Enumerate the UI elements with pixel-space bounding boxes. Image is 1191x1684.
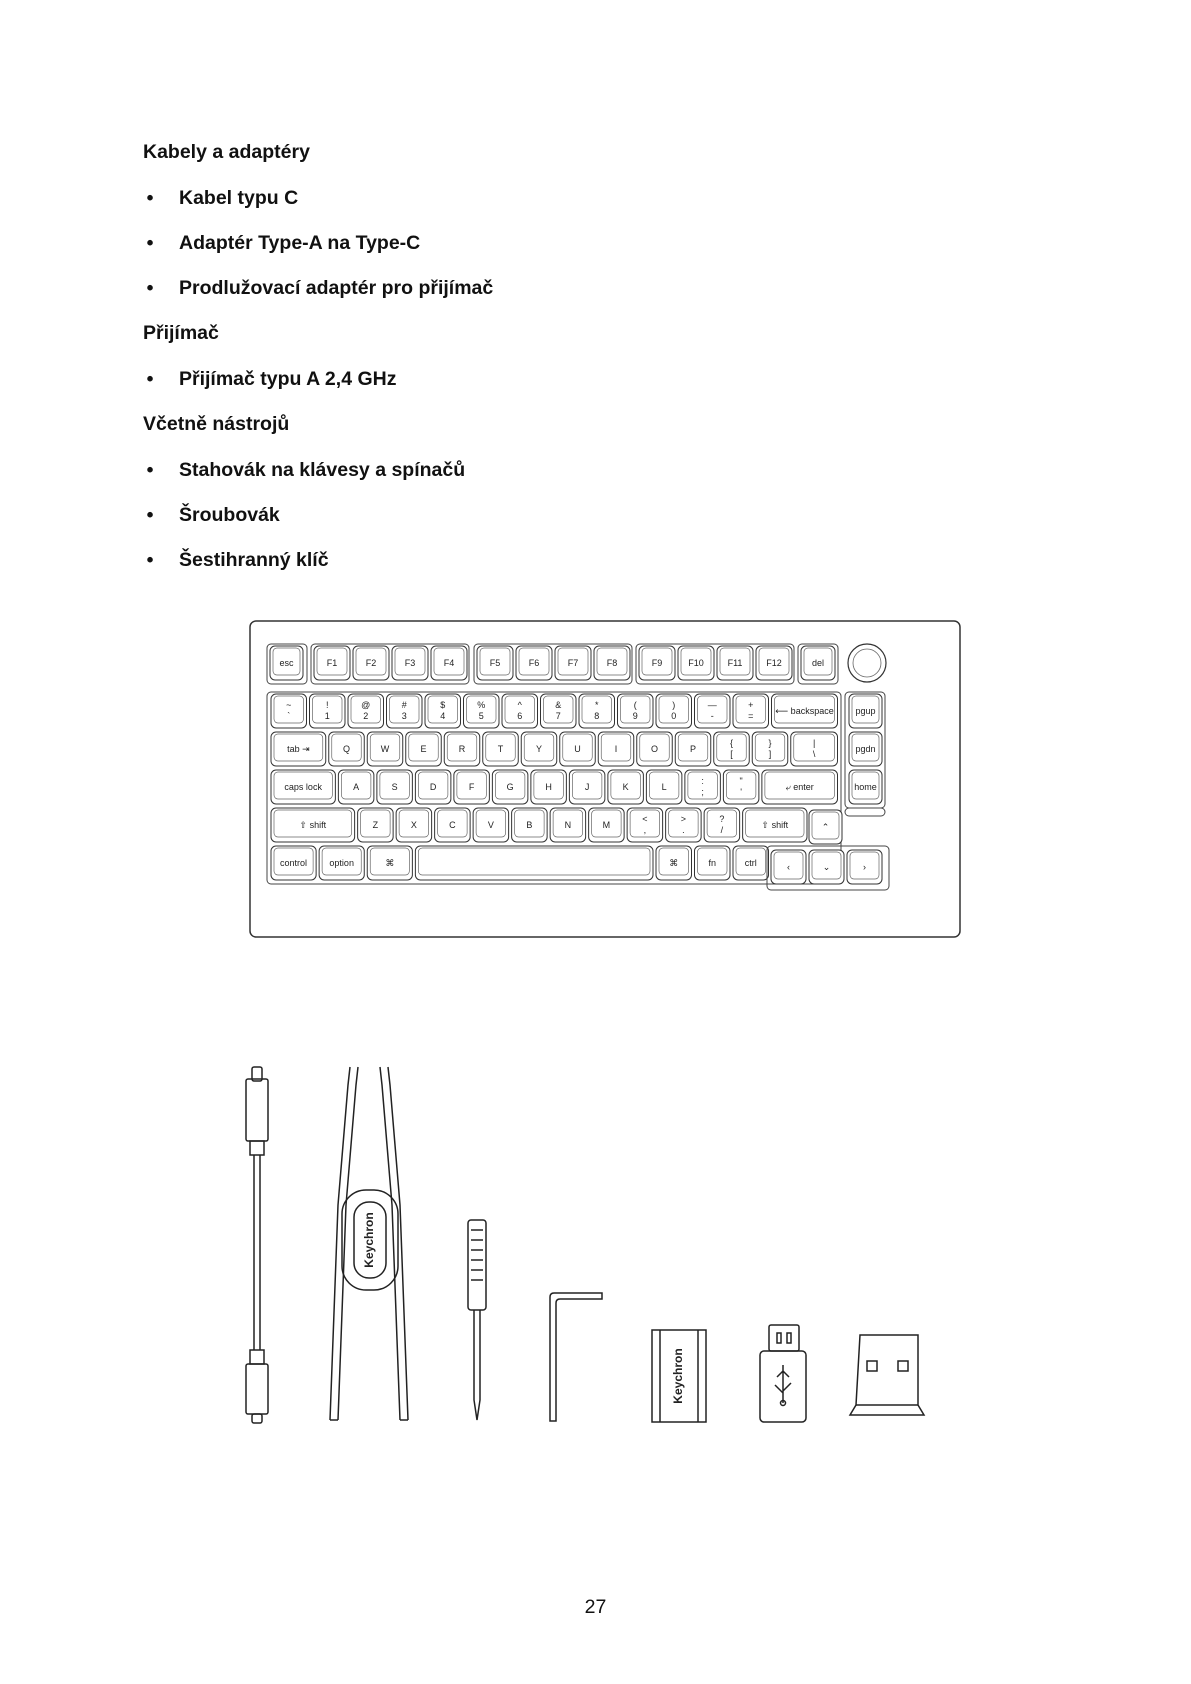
symbol-key — [685, 770, 721, 804]
key-label-top: } — [768, 738, 772, 748]
key-label: C — [449, 820, 456, 830]
key-label: › — [863, 862, 866, 872]
key-label-bottom: 5 — [478, 711, 484, 721]
adapter-brand-label: Keychron — [671, 1348, 686, 1404]
function-key — [717, 646, 753, 680]
key-label-top: " — [739, 776, 743, 786]
number-key — [695, 694, 731, 728]
function-key — [477, 646, 513, 680]
number-key — [618, 694, 654, 728]
key-label: pgup — [855, 706, 876, 716]
key-label-bottom: / — [720, 825, 724, 835]
key-label: B — [526, 820, 533, 830]
key-label: F4 — [443, 658, 455, 668]
key-label: Q — [342, 744, 351, 754]
fn-key — [695, 846, 731, 880]
key-label-bottom: ` — [287, 711, 291, 721]
letter-key — [329, 732, 365, 766]
key-label-top: & — [555, 700, 562, 710]
usb-c-cable-icon — [246, 1067, 268, 1423]
key-label: ⌘ — [669, 858, 679, 868]
key-label: P — [689, 744, 697, 754]
list-item: • Přijímač typu A 2,4 GHz — [146, 368, 397, 390]
number-key — [502, 694, 538, 728]
key-label: ⟵ backspace — [775, 706, 834, 716]
list-item: • Šroubovák — [146, 504, 280, 526]
key-label-top: ^ — [517, 700, 522, 710]
key-label: pgdn — [855, 744, 876, 754]
key-label-bottom: 4 — [440, 711, 446, 721]
key-label-top: * — [594, 700, 599, 710]
key-label: S — [391, 782, 398, 792]
keyboard-illustration — [249, 620, 961, 938]
key-label: F7 — [567, 658, 579, 668]
key-label: F3 — [404, 658, 416, 668]
list-item: • Prodlužovací adaptér pro přijímač — [146, 277, 494, 299]
function-key — [555, 646, 591, 680]
backspace-key — [772, 694, 838, 728]
function-key — [314, 646, 350, 680]
function-key — [431, 646, 467, 680]
letter-key — [637, 732, 673, 766]
key-label-top: % — [477, 700, 486, 710]
letter-key — [492, 770, 528, 804]
arrow-right-key — [847, 850, 882, 884]
key-label: F — [468, 782, 475, 792]
key-label: U — [574, 744, 581, 754]
key-label: J — [584, 782, 590, 792]
key-label: fn — [708, 858, 717, 868]
key-label-top: { — [729, 738, 734, 748]
key-label-bottom: ' — [740, 787, 742, 797]
letter-key — [367, 732, 403, 766]
key-label: ⌃ — [821, 822, 830, 832]
key-label: control — [280, 858, 308, 868]
key-label-bottom: [ — [730, 749, 733, 759]
key-label-bottom: , — [643, 825, 647, 835]
command-key — [656, 846, 692, 880]
key-label-bottom: 2 — [363, 711, 369, 721]
key-label: ⌘ — [385, 858, 395, 868]
key-label: ⇧ shift — [761, 820, 789, 830]
key-label: ⇧ shift — [299, 820, 327, 830]
key-label-bottom: 9 — [632, 711, 638, 721]
key-label: ‹ — [787, 862, 790, 872]
spacebar-key — [415, 846, 653, 880]
key-label-top: $ — [440, 700, 446, 710]
key-label: esc — [279, 658, 294, 668]
caps-lock-key — [271, 770, 335, 804]
left-shift-key — [271, 808, 355, 842]
arrow-left-key — [771, 850, 806, 884]
letter-key — [646, 770, 682, 804]
key-label-top: > — [680, 814, 687, 824]
letter-key — [560, 732, 596, 766]
key-label-bottom: ; — [701, 787, 704, 797]
symbol-key — [723, 770, 759, 804]
list-item: • Kabel typu C — [146, 187, 299, 209]
function-key — [678, 646, 714, 680]
key-label: D — [429, 782, 437, 792]
key-label-bottom: . — [682, 825, 685, 835]
key-label: F6 — [528, 658, 540, 668]
heading-cables: Kabely a adaptéry — [143, 141, 310, 163]
key-label-top: < — [642, 814, 648, 824]
key-label-bottom: 3 — [401, 711, 407, 721]
number-key — [541, 694, 577, 728]
key-label-top: | — [812, 738, 816, 748]
key-label: I — [614, 744, 618, 754]
letter-key — [598, 732, 634, 766]
letter-key — [444, 732, 480, 766]
key-label: X — [410, 820, 417, 830]
key-label-top: @ — [361, 700, 371, 710]
number-key — [310, 694, 346, 728]
letter-key — [608, 770, 644, 804]
number-key — [464, 694, 500, 728]
key-label: caps lock — [284, 782, 322, 792]
list-item: • Adaptér Type-A na Type-C — [146, 232, 421, 254]
function-key — [353, 646, 389, 680]
key-label-top: ! — [325, 700, 329, 710]
key-label: F11 — [727, 658, 743, 668]
pgup-key — [849, 694, 882, 728]
puller-brand-label: Keychron — [362, 1212, 377, 1268]
key-label: W — [380, 744, 390, 754]
home-key — [849, 770, 882, 804]
letter-key — [550, 808, 586, 842]
key-label: ⤶ enter — [785, 782, 814, 792]
key-label-bottom: = — [748, 711, 754, 721]
number-key — [425, 694, 461, 728]
key-label: E — [420, 744, 427, 754]
ctrl-key — [733, 846, 769, 880]
key-label: F2 — [365, 658, 377, 668]
key-label: F12 — [766, 658, 782, 668]
command-key — [367, 846, 412, 880]
key-label: T — [497, 744, 504, 754]
key-label: H — [545, 782, 552, 792]
key-label-bottom: 6 — [517, 711, 523, 721]
key-label-bottom: \ — [812, 749, 816, 759]
key-label: home — [854, 782, 877, 792]
key-label-top: + — [748, 700, 754, 710]
number-key — [579, 694, 615, 728]
hex-key-icon — [550, 1293, 602, 1421]
key-label: M — [602, 820, 611, 830]
letter-key — [396, 808, 432, 842]
key-label-top: ? — [719, 814, 725, 824]
key-label: F8 — [606, 658, 618, 668]
key-label: L — [661, 782, 667, 792]
key-label-top: ( — [633, 700, 637, 710]
document-body — [143, 138, 1043, 591]
page-number: 27 — [584, 1596, 607, 1618]
key-label: O — [650, 744, 659, 754]
letter-key — [454, 770, 490, 804]
symbol-key — [714, 732, 750, 766]
key-label: R — [458, 744, 466, 754]
letter-key — [358, 808, 394, 842]
arrow-down-key — [809, 850, 844, 884]
esc-key — [270, 646, 303, 680]
symbol-key — [627, 808, 663, 842]
key-label: ctrl — [744, 858, 757, 868]
key-label: ⌄ — [822, 862, 831, 872]
symbol-key — [752, 732, 788, 766]
rotary-knob — [848, 644, 886, 682]
key-label-top: : — [701, 776, 704, 786]
key-label-bottom: 7 — [555, 711, 561, 721]
letter-key — [338, 770, 374, 804]
control-key — [271, 846, 316, 880]
number-key — [348, 694, 384, 728]
list-item: • Šestihranný klíč — [146, 549, 329, 571]
key-label: A — [353, 782, 360, 792]
letter-key — [531, 770, 567, 804]
arrow-up-key — [809, 810, 842, 844]
function-key — [756, 646, 792, 680]
key-label: del — [811, 658, 825, 668]
heading-tools: Včetně nástrojů — [143, 413, 290, 435]
letter-key — [415, 770, 451, 804]
key-label-bottom: 1 — [324, 711, 330, 721]
key-label: F1 — [326, 658, 338, 668]
letter-key — [512, 808, 548, 842]
right-shift-key — [743, 808, 807, 842]
enter-key — [762, 770, 838, 804]
function-key — [516, 646, 552, 680]
key-label-top: — — [707, 700, 717, 710]
symbol-key — [666, 808, 702, 842]
key-label: K — [622, 782, 629, 792]
number-key — [271, 694, 307, 728]
key-label-top: ~ — [286, 700, 292, 710]
list-item: • Stahovák na klávesy a spínačů — [146, 459, 466, 481]
screwdriver-icon — [468, 1220, 486, 1420]
key-label: Y — [535, 744, 543, 754]
heading-receiver: Přijímač — [143, 322, 219, 344]
key-label-top: ) — [672, 700, 676, 710]
pgdn-key — [849, 732, 882, 766]
number-key — [733, 694, 769, 728]
function-key — [639, 646, 675, 680]
key-label: V — [487, 820, 494, 830]
key-label-bottom: ] — [768, 749, 772, 759]
key-label: option — [329, 858, 354, 868]
letter-key — [675, 732, 711, 766]
key-label: F5 — [489, 658, 501, 668]
usb-c-adapter-icon — [760, 1325, 806, 1422]
receiver-icon — [850, 1335, 924, 1415]
key-label-bottom: 0 — [671, 711, 677, 721]
number-key — [387, 694, 423, 728]
backslash-key — [791, 732, 838, 766]
key-label: N — [564, 820, 572, 830]
letter-key — [473, 808, 509, 842]
key-label-top: # — [401, 700, 407, 710]
number-key — [656, 694, 692, 728]
letter-key — [435, 808, 471, 842]
option-key — [319, 846, 364, 880]
function-key — [594, 646, 630, 680]
function-key — [392, 646, 428, 680]
key-label-bottom: - — [710, 711, 714, 721]
letter-key — [521, 732, 557, 766]
key-label: F9 — [651, 658, 663, 668]
letter-key — [589, 808, 625, 842]
del-key — [801, 646, 835, 680]
key-label: G — [506, 782, 514, 792]
letter-key — [406, 732, 442, 766]
key-label-bottom: 8 — [594, 711, 600, 721]
symbol-key — [704, 808, 740, 842]
key-label: F10 — [688, 658, 704, 668]
accessories-illustration — [230, 1065, 970, 1425]
key-label: Z — [372, 820, 379, 830]
letter-key — [377, 770, 413, 804]
tab-key — [271, 732, 326, 766]
key-label: tab ⇥ — [287, 744, 310, 754]
letter-key — [569, 770, 605, 804]
letter-key — [483, 732, 519, 766]
